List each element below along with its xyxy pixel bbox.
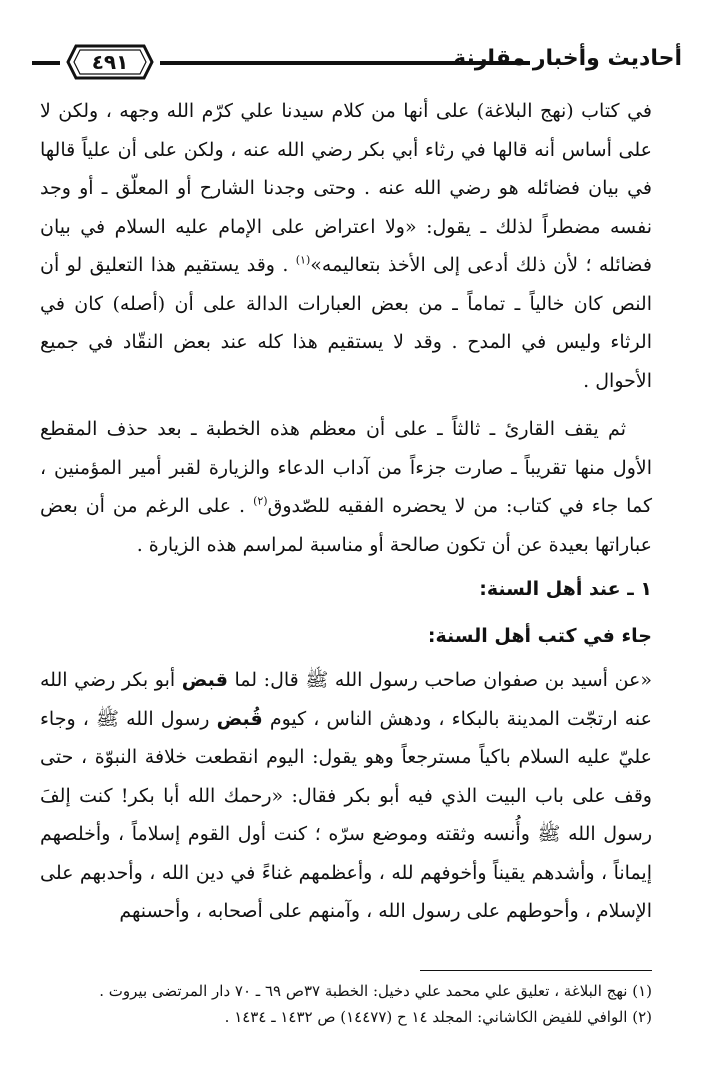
header-rule-left [32,61,60,65]
page-header [32,42,682,82]
paragraph-1-text-b: . وقد يستقيم هذا التعليق لو أن النص كان خالياً ـ تماماً ـ من بعض العبارات الدالة على أن (أصله) كان في الرثاء وليس في المدح . وقد لا يستقيم هذا كله عند بعض النقّاد في جميع الأحوال . [40,254,652,392]
running-title: أحاديث وأخبار مقارنة [453,46,682,71]
subsection-heading: جاء في كتب أهل السنة: [427,624,652,647]
quote-bold-2: قُبض [216,707,263,730]
footnote-ref-2: (٢) [253,494,268,508]
quote-paragraph [40,661,652,931]
section-heading: ١ ـ عند أهل السنة: [479,578,652,600]
footnote-2: (٢) الوافي للفيض الكاشاني: المجلد ١٤ ح (١٤٤٧٧) ص ١٤٣٢ ـ ١٤٣٤ . [224,1008,652,1026]
quote-text-b: أبو بكر رضي الله عنه ارتجّت المدينة بالبكاء ، ودهش الناس ، كيوم [40,669,652,730]
footnotes [40,978,652,1030]
footnote-ref-1: (١) [295,253,311,267]
body-text [40,92,652,931]
paragraph-2 [40,410,652,564]
footnote-1: (١) نهج البلاغة ، تعليق علي محمد علي دخيل: الخطبة ٣٧ص ٦٩ ـ ٧٠ دار المرتضى بيروت . [99,982,652,1000]
quote-bold-1: قبض [181,669,228,691]
paragraph-1 [40,92,652,400]
quote-text-a: «عن أسيد بن صفوان صاحب رسول الله ﷺ قال: لما [227,669,652,691]
paragraph-1-text-a: في كتاب (نهج البلاغة) على أنها من كلام سيدنا علي كرّم الله وجهه ، ولكن لا على أساس أنه قالها في رثاء أبي بكر رضي الله عنه ، ولكن على أن علياً قالها في بيان فضائله هو رضي الله عنه . وحتى وجدنا الشارح أو المعلّق ـ أو وجد نفسه مضطراً لذلك ـ يقول: «ولا اعتراض على الإمام عليه السلام في بيان فضائله ؛ لأن ذلك أدعى إلى الأخذ بتعاليمه» [40,100,653,276]
footnote-separator [420,970,652,971]
paragraph-2-text-a: ثم يقف القارئ ـ ثالثاً ـ على أن معظم هذه الخطبة ـ بعد حذف المقطع الأول منها تقريباً ـ صارت جزءاً من آداب الدعاء والزيارة لقبر أمير المؤمنين ، كما جاء في كتاب: من لا يحضره الفقيه للصّدوق [40,418,652,517]
quote-text-c: رسول الله ﷺ ، وجاء عليّ عليه السلام باكياً مسترجعاً وهو يقول: اليوم انقطعت خلافة النبوّة ، حتى وقف على باب البيت الذي فيه أبو بكر فقال: «رحمك الله أبا بكر! كنت إلفَ رسول الله ﷺ وأُنسه وثقته وموضع سرّه ؛ كنت أول القوم إسلاماً ، وأخلصهم إيماناً ، وأشدهم يقيناً وأخوفهم لله ، وأعظمهم غناءً في دين الله ، وأحدبهم على الإسلام ، وأحوطهم على رسول الله ، وآمنهم على أصحابه ، وأحسنهم [40,707,652,922]
page-number: ٤٩١ [91,50,129,74]
paragraph-2-text-b: . على الرغم من أن بعض عباراتها بعيدة عن أن تكون صالحة أو مناسبة لمراسم هذه الزيارة . [40,495,652,556]
page-number-frame [66,44,154,80]
